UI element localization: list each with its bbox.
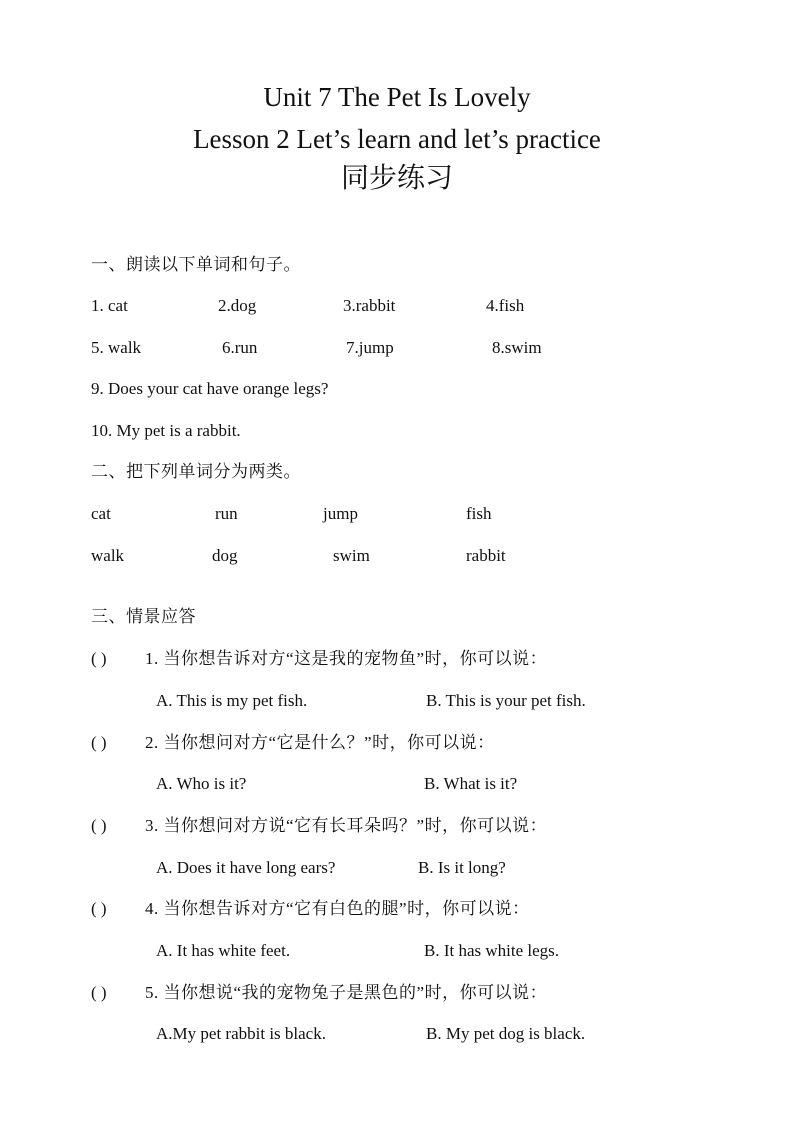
section1-heading: 一、朗读以下单词和句子。 [91, 255, 301, 274]
sentence-item: 10. My pet is a rabbit. [91, 421, 241, 440]
classify-word: rabbit [466, 546, 506, 565]
classify-word: dog [212, 546, 238, 565]
classify-word: jump [323, 504, 358, 523]
title-sync-practice: 同步练习 [340, 163, 453, 194]
option-a: A. This is my pet fish. [156, 691, 308, 710]
answer-blank[interactable]: ( ) [91, 733, 107, 752]
classify-word: run [215, 504, 238, 523]
classify-word: walk [91, 546, 125, 565]
option-b: B. What is it? [424, 774, 518, 793]
classify-word: swim [333, 546, 370, 565]
classify-word: cat [91, 504, 111, 523]
word-item: 2.dog [218, 296, 257, 315]
answer-blank[interactable]: ( ) [91, 983, 107, 1002]
option-b: B. My pet dog is black. [426, 1024, 586, 1043]
question-prompt: 5. 当你想说“我的宠物兔子是黑色的”时，你可以说： [145, 983, 548, 1002]
option-a: A. It has white feet. [156, 941, 291, 960]
answer-blank[interactable]: ( ) [91, 899, 107, 918]
question-prompt: 4. 当你想告诉对方“它有白色的腿”时，你可以说： [145, 899, 530, 918]
option-a: A.My pet rabbit is black. [156, 1024, 326, 1043]
word-item: 7.jump [346, 338, 394, 357]
question-prompt: 1. 当你想告诉对方“这是我的宠物鱼”时，你可以说： [145, 649, 548, 668]
option-b: B. It has white legs. [424, 941, 560, 960]
word-item: 3.rabbit [343, 296, 396, 315]
word-item: 8.swim [492, 338, 542, 357]
option-b: B. This is your pet fish. [426, 691, 586, 710]
sentence-item: 9. Does your cat have orange legs? [91, 379, 329, 398]
question-prompt: 2. 当你想问对方“它是什么？”时，你可以说： [145, 733, 495, 752]
option-a: A. Does it have long ears? [156, 858, 336, 877]
word-item: 4.fish [486, 296, 525, 315]
option-b: B. Is it long? [418, 858, 506, 877]
section3-heading: 三、情景应答 [91, 607, 196, 626]
title-lesson: Lesson 2 Let’s learn and let’s practice [193, 124, 601, 154]
word-item: 6.run [222, 338, 258, 357]
classify-word: fish [466, 504, 492, 523]
option-a: A. Who is it? [156, 774, 247, 793]
word-item: 1. cat [91, 296, 128, 315]
word-item: 5. walk [91, 338, 142, 357]
section2-heading: 二、把下列单词分为两类。 [91, 462, 301, 481]
title-unit: Unit 7 The Pet Is Lovely [263, 82, 531, 112]
question-prompt: 3. 当你想问对方说“它有长耳朵吗？”时，你可以说： [145, 816, 548, 835]
answer-blank[interactable]: ( ) [91, 649, 107, 668]
answer-blank[interactable]: ( ) [91, 816, 107, 835]
